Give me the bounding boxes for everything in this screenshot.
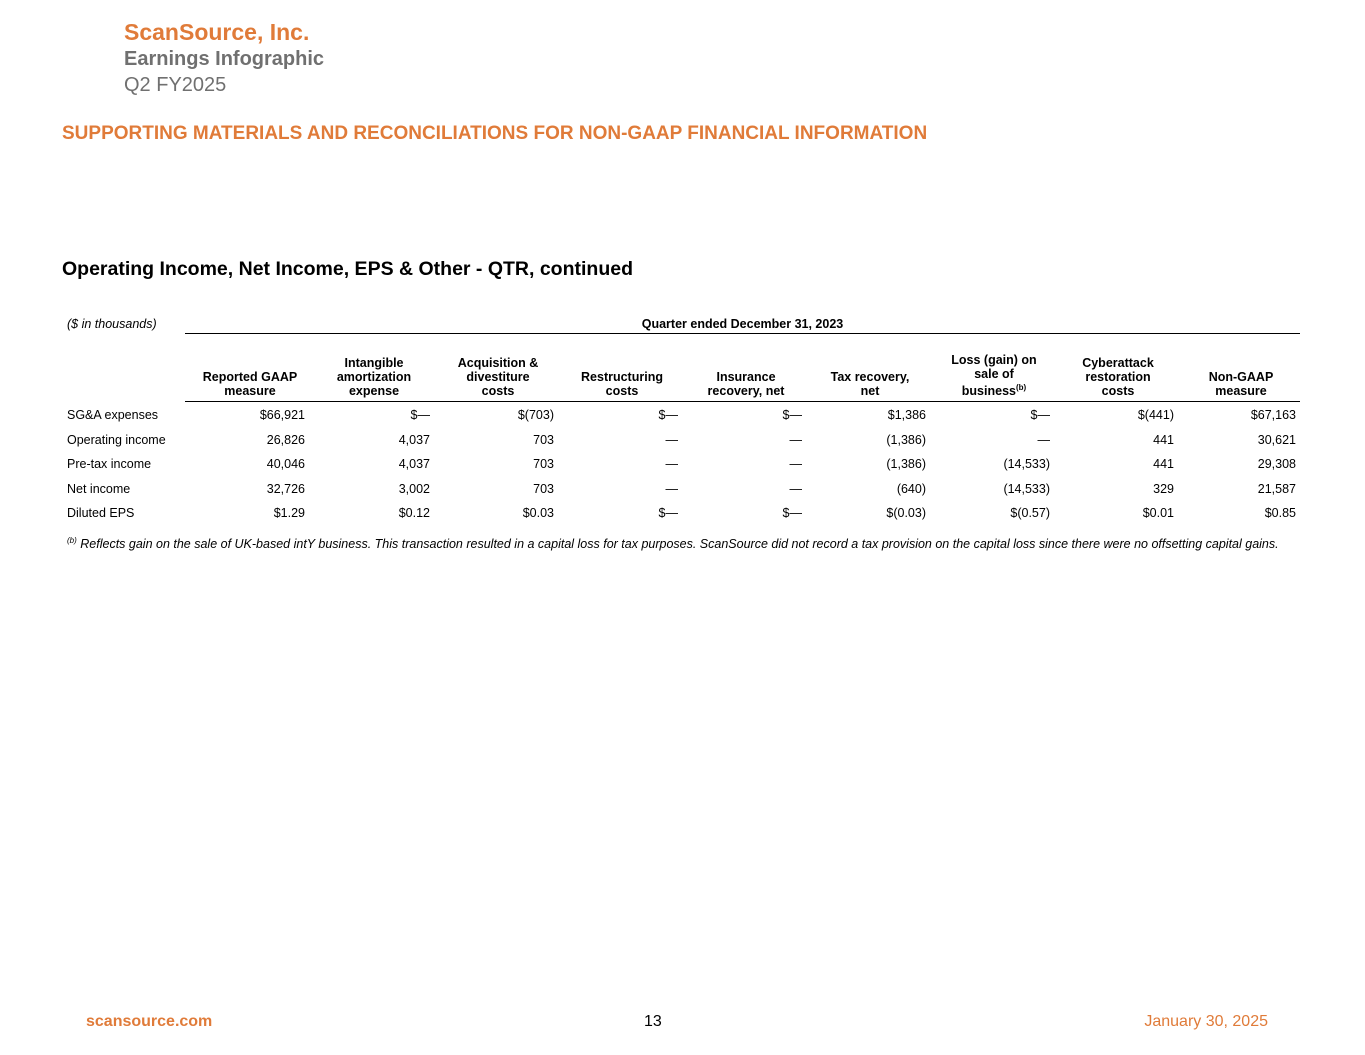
column-header-line: expense (348, 384, 400, 398)
table-cell: — (789, 457, 802, 471)
table-cell: $(0.57) (1010, 506, 1050, 520)
footnote-marker: (b) (67, 536, 77, 545)
column-header (567, 352, 677, 398)
units-label: ($ in thousands) (67, 317, 157, 331)
table-cell: 441 (1153, 457, 1174, 471)
column-header-line-text: business (961, 384, 1016, 398)
table-cell: $— (658, 408, 678, 422)
column-header (319, 352, 429, 398)
table-cell: $— (410, 408, 430, 422)
table-cell: 441 (1153, 433, 1174, 447)
table-cell: $— (782, 506, 802, 520)
table-title: Operating Income, Net Income, EPS & Other - QTR, continued (62, 258, 633, 280)
table-cell: 32,726 (266, 482, 305, 496)
table-row (67, 457, 1300, 477)
column-header (939, 352, 1049, 398)
table-cell: $0.03 (522, 506, 554, 520)
column-header (1063, 352, 1173, 398)
column-header-line (951, 381, 1036, 398)
table-cell: — (665, 457, 678, 471)
fiscal-quarter: Q2 FY2025 (124, 74, 227, 96)
period-header: Quarter ended December 31, 2023 (641, 317, 844, 331)
table-cell: 26,826 (266, 433, 305, 447)
table-cell: $(703) (517, 408, 554, 422)
table-cell: 703 (533, 433, 554, 447)
column-header-line: Tax recovery, (830, 370, 910, 384)
section-heading: SUPPORTING MATERIALS AND RECONCILIATIONS FOR NON-GAAP FINANCIAL INFORMATION (62, 123, 928, 144)
footnote-text: Reflects gain on the sale of UK-based intY business. This transaction resulted in a capital loss for tax purposes. ScanSource did not record a tax provision on the capital loss since there were no offsetting capital gains. (80, 537, 1279, 552)
table-cell: 703 (533, 457, 554, 471)
table-cell: 3,002 (398, 482, 430, 496)
table-cell: 4,037 (398, 433, 430, 447)
table-cell: $1.29 (273, 506, 305, 520)
column-header-line: Non-GAAP (1208, 370, 1274, 384)
table-cell: (640) (896, 482, 926, 496)
table-cell: — (1037, 433, 1050, 447)
footnote (67, 534, 1296, 551)
table-cell: 703 (533, 482, 554, 496)
column-header-line: costs (481, 384, 515, 398)
column-header-superscript: (b) (1015, 382, 1027, 392)
table-row (67, 506, 1300, 526)
table-cell: $— (1030, 408, 1050, 422)
table-cell: 329 (1153, 482, 1174, 496)
table-cell: $— (782, 408, 802, 422)
row-label: Operating income (67, 433, 166, 447)
column-header-line: costs (1101, 384, 1135, 398)
table-cell: 30,621 (1257, 433, 1296, 447)
table-row (67, 408, 1300, 428)
table-cell: $— (658, 506, 678, 520)
table-cell: (14,533) (1003, 457, 1050, 471)
table-cell: $66,921 (259, 408, 305, 422)
row-label: SG&A expenses (67, 408, 159, 422)
table-cell: 29,308 (1257, 457, 1296, 471)
table-cell: (14,533) (1003, 482, 1050, 496)
table-cell: 21,587 (1257, 482, 1296, 496)
row-label: Pre-tax income (67, 457, 152, 471)
column-header-line: amortization (336, 370, 412, 384)
company-name: ScanSource, Inc. (124, 19, 310, 45)
table-cell: $0.12 (398, 506, 430, 520)
table-cell: 4,037 (398, 457, 430, 471)
table-cell: $67,163 (1250, 408, 1296, 422)
column-header (815, 352, 925, 398)
column-header (1186, 352, 1296, 398)
column-header-line: restoration (1085, 370, 1151, 384)
page-number: 13 (644, 1013, 662, 1030)
column-header-line: Restructuring (581, 370, 663, 384)
footer-website: scansource.com (86, 1013, 213, 1030)
column-header-line: divestiture (466, 370, 530, 384)
table-cell: $0.01 (1142, 506, 1174, 520)
column-header-line: net (860, 384, 880, 398)
column-header-line: Loss (gain) on (951, 352, 1037, 367)
table-cell: — (665, 482, 678, 496)
column-header (691, 352, 801, 398)
document-subtitle: Earnings Infographic (124, 48, 325, 70)
table-cell: $(0.03) (886, 506, 926, 520)
column-header-line: Insurance (716, 370, 776, 384)
column-header-line: recovery, net (707, 384, 785, 398)
table-cell: $1,386 (887, 408, 926, 422)
table-cell: $0.85 (1264, 506, 1296, 520)
table-cell: (1,386) (886, 457, 926, 471)
column-header-line: costs (605, 384, 639, 398)
table-cell: — (789, 433, 802, 447)
table-cell: 40,046 (266, 457, 305, 471)
column-header-line: Acquisition & (457, 356, 539, 370)
row-label: Diluted EPS (67, 506, 135, 520)
column-header-line: Cyberattack (1082, 356, 1154, 370)
table-row (67, 482, 1300, 502)
row-label: Net income (67, 482, 131, 496)
column-header-line: sale of (974, 366, 1014, 381)
column-header-line: measure (224, 384, 276, 398)
column-header-line: Intangible (344, 356, 404, 370)
period-rule (185, 333, 1300, 334)
table-row (67, 433, 1300, 453)
table-cell: $(441) (1137, 408, 1174, 422)
table-cell: (1,386) (886, 433, 926, 447)
column-header-line: Reported GAAP (202, 370, 298, 384)
table-cell: — (665, 433, 678, 447)
footer-date: January 30, 2025 (1144, 1013, 1268, 1030)
column-header (443, 352, 553, 398)
header-rule (185, 401, 1300, 402)
column-header-line: measure (1215, 384, 1267, 398)
column-header (190, 352, 310, 398)
table-cell: — (789, 482, 802, 496)
